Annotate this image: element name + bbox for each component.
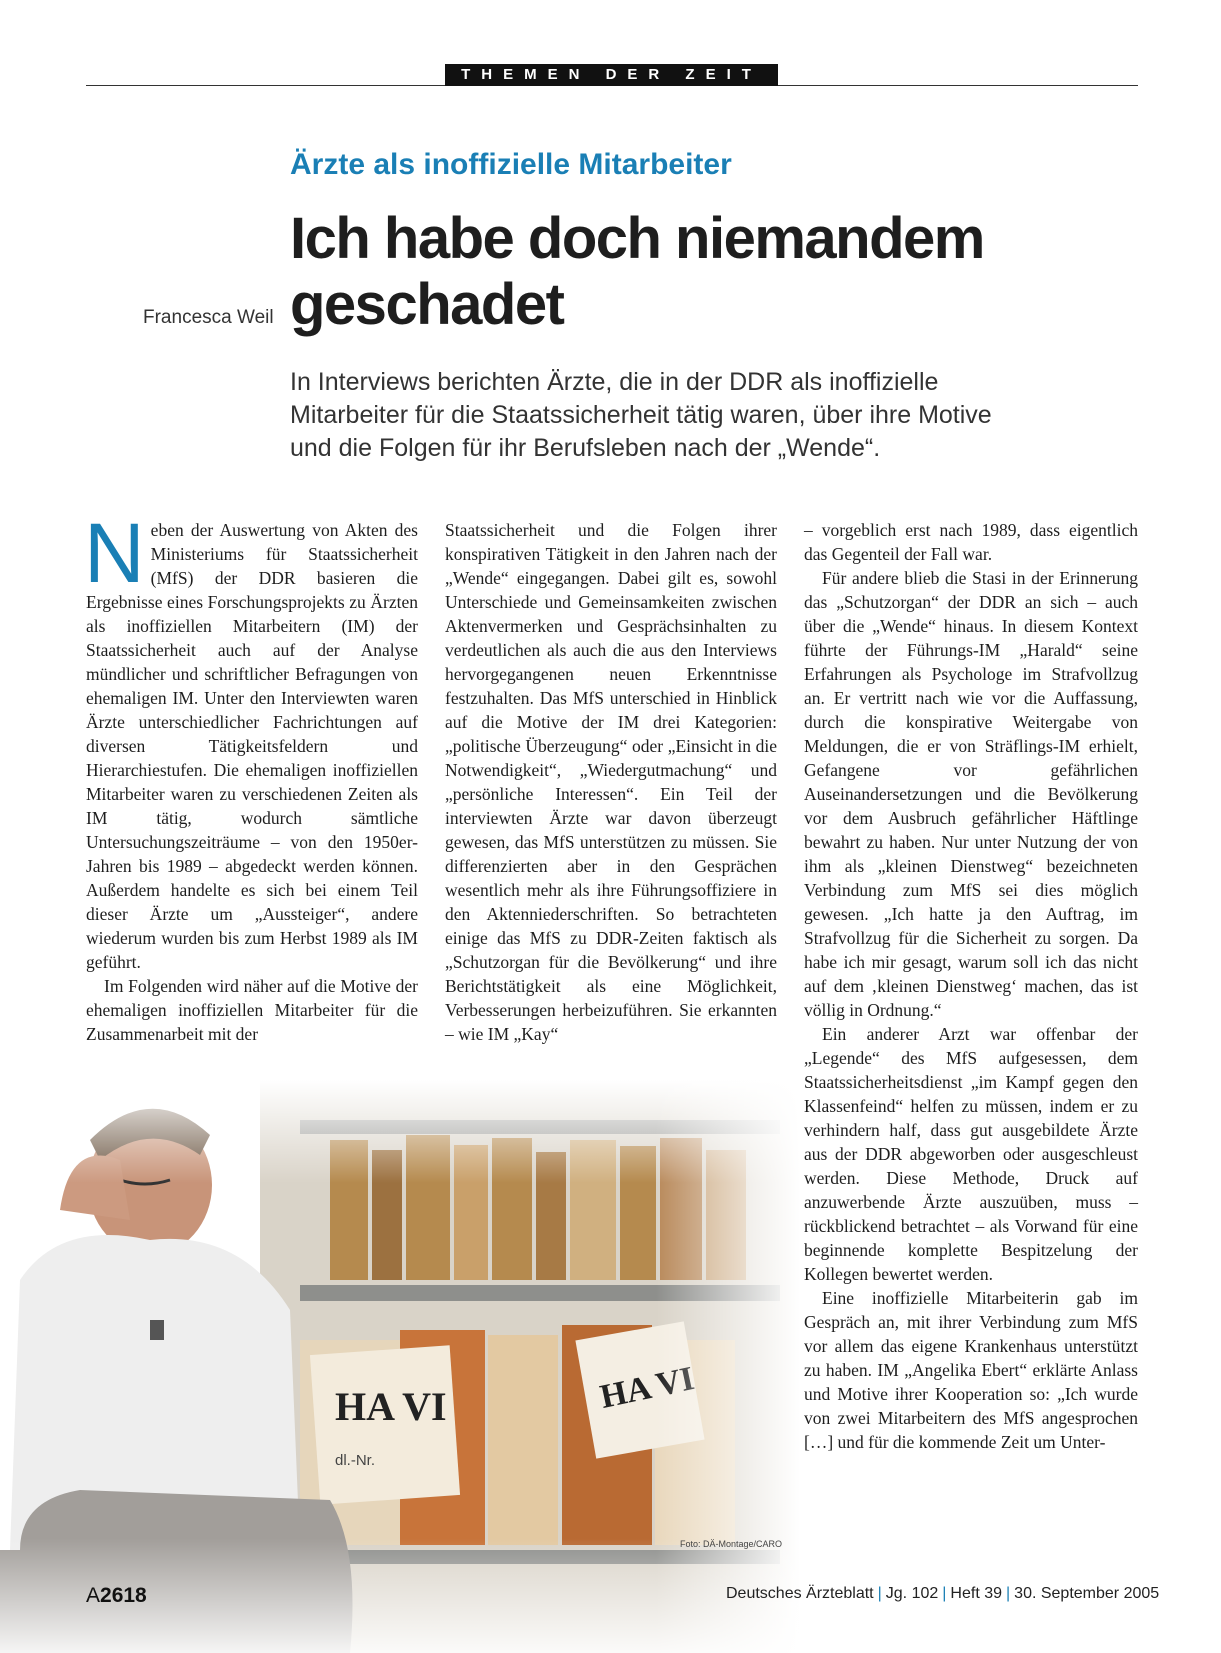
article-kicker: Ärzte als inoffizielle Mitarbeiter	[290, 148, 732, 181]
paragraph: Im Folgenden wird näher auf die Motive der ehemaligen inoffiziellen Mitarbeiter für die Zusammenarbeit mit der	[86, 976, 418, 1044]
paragraph: Eine inoffizielle Mitarbeiterin gab im Gespräch an, mit ihrer Verbindung zum MfS vor allem das eigene Krankenhaus unterstützt zu haben. IM „Angelika Ebert“ erklärte Anlass und Motive ihrer Kooperation so: „Ich wurde von zwei Mitarbeitern des MfS angesprochen […] und für die kommende Zeit um Unter-	[804, 1288, 1138, 1452]
footer-separator: |	[942, 1585, 947, 1602]
paragraph: Für andere blieb die Stasi in der Erinnerung das „Schutzorgan“ der DDR an sich – auch über die „Wende“ hinaus. In diesem Kontext führte der Führungs-IM „Harald“ seine Erfahrungen als Psychologe im Strafvollzug an. Er vertritt nach wie vor die Auffassung, durch die konspirative Weitergabe von Meldungen, die er von Sträflings-IM erhielt, Gefangene vor gefährlichen Auseinandersetzungen und die Bevölkerung vor dem Ausbruch gefährlicher Häftlinge bewahrt zu haben. Nur unter Nutzung der von ihm als „kleinen Dienstweg“ bezeichneten Verbindung zum MfS sei dies möglich gewesen. „Ich hatte ja den Auftrag, im Strafvollzug für die Sicherheit zu sorgen. Da habe ich mir gesagt, warum soll ich das nicht auf dem ‚kleinen Dienstweg‘ machen, das ist völlig in Ordnung.“	[804, 568, 1138, 1020]
article-lead: In Interviews berichten Ärzte, die in der DDR als inoffizielle Mitarbeiter für die Staatssicherheit tätig waren, über ihre Motive und die Folgen für ihr Berufsleben nach der „Wende“.	[290, 368, 992, 462]
journal-name: Deutsches Ärzteblatt	[726, 1585, 874, 1602]
journal-footer	[726, 1585, 1160, 1603]
footer-separator: |	[877, 1585, 882, 1602]
headline-line-1: Ich habe doch niemandem	[290, 206, 984, 271]
journal-volume: Jg. 102	[885, 1585, 939, 1602]
archive-photo-illustration	[0, 1080, 800, 1653]
drop-cap: N	[84, 506, 145, 600]
paragraph: Ein anderer Arzt war offenbar der „Legende“ des MfS aufgesessen, dem Staatssicherheitsdienst „im Kampf gegen den Klassenfeind“ helfen zu müssen, indem er zu verhindern half, dass gut ausgebildete Ärzte aus der DDR abgeworben oder ausgeschleust werden. Diese Methode, Druck auf anzuwerbende Ärzte auszuüben, muss – rückblickend betrachtet – als Vorwand für eine beginnende komplette Bespitzelung der Kollegen bewertet werden.	[804, 1024, 1138, 1284]
body-column-1	[84, 506, 418, 1046]
journal-date: 30. September 2005	[1014, 1585, 1160, 1602]
paragraph: Neben der Auswertung von Akten des Ministeriums für Staatssicherheit (MfS) der DDR basieren die Ergebnisse eines Forschungsprojekts zu Ärzten als inoffiziellen Mitarbeitern (IM) der Staatssicherheit auch auf der Analyse mündlicher und schriftlicher Befragungen von ehemaligen IM. Unter den Interviewten waren Ärzte unterschiedlicher Fachrichtungen auf diversen Tätigkeitsfeldern und Hierarchiestufen. Die ehemaligen inoffiziellen Mitarbeiter waren zu verschiedenen Zeiten als IM tätig, wodurch sämtliche Untersuchungszeiträume – von den 1950er-Jahren bis 1989 – abgedeckt werden können. Außerdem handelte es sich bei einem Teil dieser Ärzte um „Aussteiger“, andere wiederum wurden bis zum Herbst 1989 als IM geführt.	[84, 506, 418, 972]
body-column-3	[804, 518, 1138, 1454]
photo-montage	[0, 1080, 800, 1653]
page-folio	[86, 1584, 147, 1608]
paragraph: Staatssicherheit und die Folgen ihrer konspirativen Tätigkeit in den Jahren nach der „Wende“ eingegangen. Dabei gilt es, sowohl Unterschiede und Gemeinsamkeiten zwischen Aktenvermerken und Gesprächsinhalten zu verdeutlichen als auch die aus den Interviews hervorgegangenen neuen Erkenntnisse festzuhalten. Das MfS unterschied in Hinblick auf die Motive der IM drei Kategorien: „politische Überzeugung“ oder „Einsicht in die Notwendigkeit“, „Wiedergutmachung“ und „persönliche Interessen“. Ein Teil der interviewten Ärzte war davon überzeugt gewesen, das MfS unterstützen zu müssen. Sie differenzierten aber in den Gesprächen wesentlich mehr als ihre Führungsoffiziere in den Aktenniederschriften. So betrachteten einige das MfS zu DDR-Zeiten faktisch als „Schutzorgan für die Bevölkerung“ und ihre Berichtstätigkeit als eine Möglichkeit, Verbesserungen herbeizuführen. Sie erkannten – wie IM „Kay“	[445, 520, 777, 1044]
author-byline: Francesca Weil	[143, 307, 274, 328]
section-tag: THEMEN DER ZEIT	[445, 64, 778, 86]
article-headline	[290, 206, 984, 338]
journal-issue: Heft 39	[950, 1585, 1003, 1602]
folio-number: 2618	[100, 1584, 147, 1607]
folio-prefix: A	[86, 1584, 101, 1607]
body-column-2	[445, 518, 777, 1046]
headline-line-2: geschadet	[290, 272, 564, 337]
footer-separator: |	[1006, 1585, 1011, 1602]
photo-credit: Foto: DÄ-Montage/CARO	[680, 1539, 783, 1549]
paragraph: – vorgeblich erst nach 1989, dass eigentlich das Gegenteil der Fall war.	[804, 520, 1138, 564]
